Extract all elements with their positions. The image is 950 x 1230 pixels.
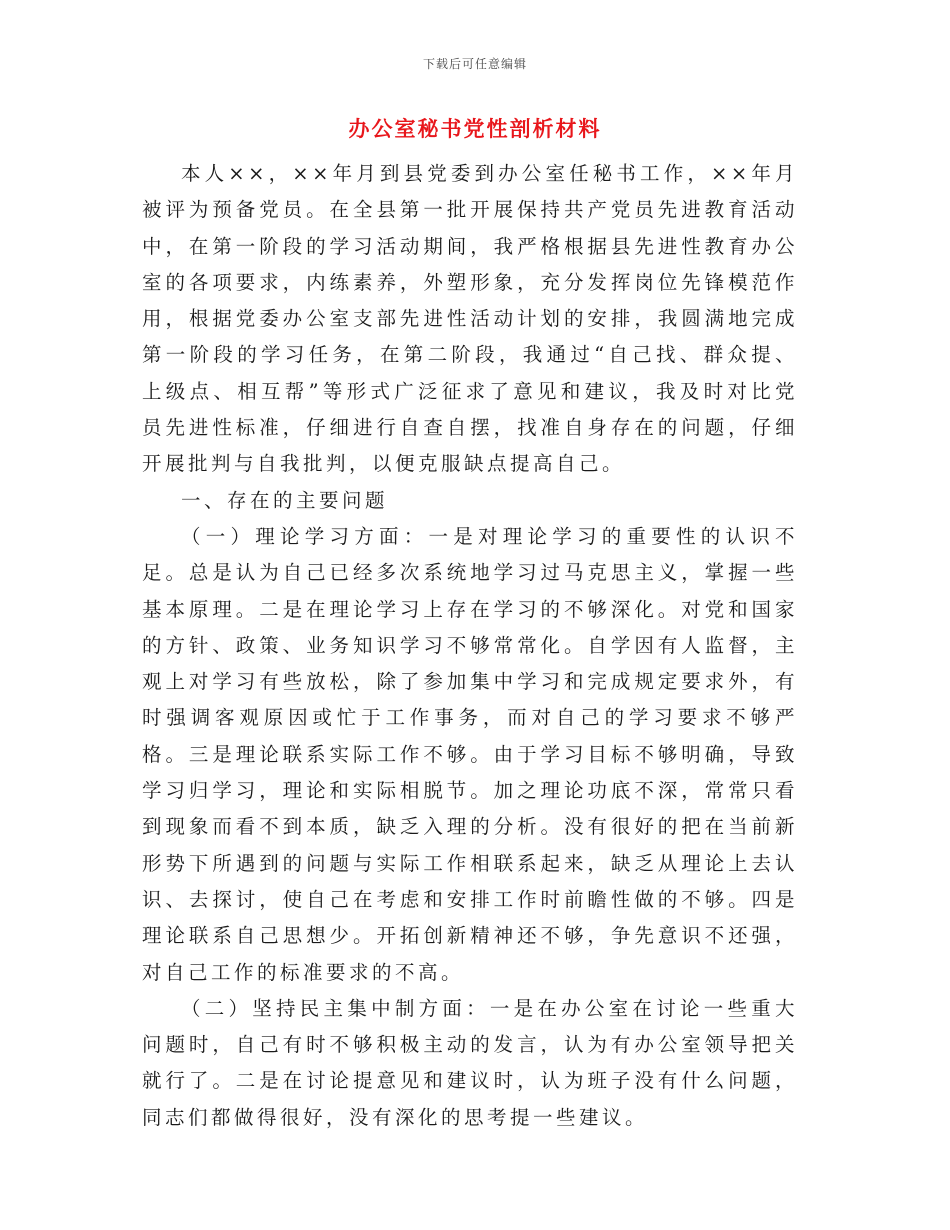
document-title: 办公室秘书党性剖析材料 — [348, 116, 602, 141]
page-header-note: 下载后可任意编辑 — [422, 57, 527, 71]
paragraph-theory-study: （一）理论学习方面：一是对理论学习的重要性的认识不足。总是认为自己已经多次系统地学习过马克思主义，掌握一些基本原理。二是在理论学习上存在学习的不够深化。对党和国家的方针、政策、业务知识学习不够常常化。自学因有人监督，主观上对学习有些放松，除了参加集中学习和完成规定要求外，有时强调客观原因或忙于工作事务，而对自己的学习要求不够严格。三是理论联系实际工作不够。由于学习目标不够明确，导致学习归学习，理论和实际相脱节。加之理论功底不深，常常只看到现象而看不到本质，缺乏入理的分析。没有很好的把在当前新形势下所遇到的问题与实际工作相联系起来，缺乏从理论上去认识、去探讨，使自己在考虑和安排工作时前瞻性做的不够。四是理论联系自己思想少。开拓创新精神还不够，争先意识不还强，对自己工作的标准要求的不高。 — [142, 524, 798, 984]
intro-paragraph: 本人××，××年月到县党委到办公室任秘书工作，××年月被评为预备党员。在全县第一批开展保持共产党员先进教育活动中，在第一阶段的学习活动期间，我严格根据县先进性教育办公室的各项要求，内练素养，外塑形象，充分发挥岗位先锋模范作用，根据党委办公室支部先进性活动计划的安排，我圆满地完成第一阶段的学习任务，在第二阶段，我通过“自己找、群众提、上级点、相互帮”等形式广泛征求了意见和建议，我及时对比党员先进性标准，仔细进行自查自摆，找准自身存在的问题，仔细开展批判与自我批判，以便克服缺点提高自己。 — [142, 162, 798, 476]
section-heading-main-problems: 一、存在的主要问题 — [181, 488, 389, 512]
document-body — [142, 156, 798, 1136]
paragraph-democratic-centralism: （二）坚持民主集中制方面：一是在办公室在讨论一些重大问题时，自己有时不够积极主动的发言，认为有办公室领导把关就行了。二是在讨论提意见和建议时，认为班子没有什么问题，同志们都做得很好，没有深化的思考提一些建议。 — [142, 996, 798, 1129]
